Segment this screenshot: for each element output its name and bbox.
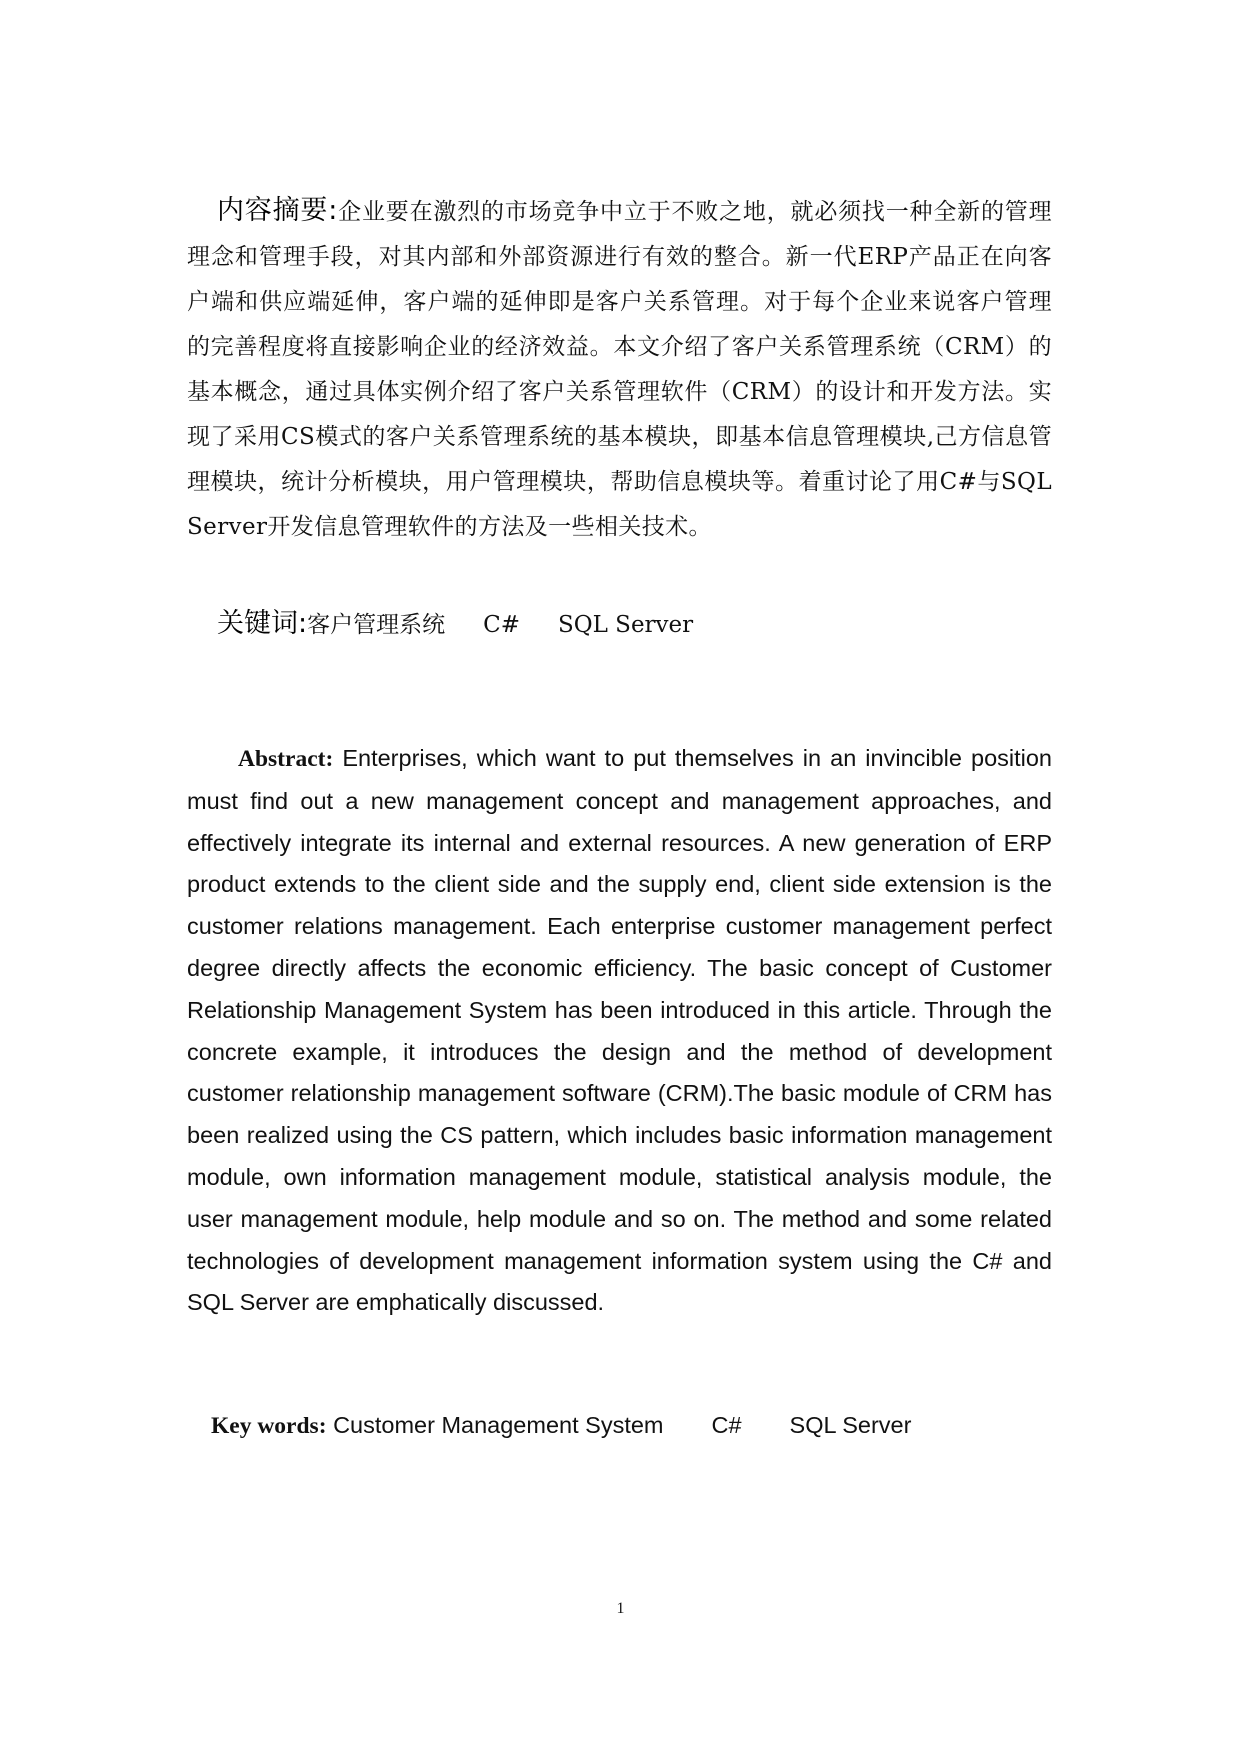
chinese-keywords-heading: 关键词:	[217, 608, 308, 639]
english-abstract-body: Enterprises, which want to put themselves in an invincible position must find out a new management concept and management approaches, and effectively integrate its internal and external resources. A new generation of ERP product extends to the client side and the supply end, client side extension is the customer relations management. Each enterprise customer management perfect degree directly affects the economic efficiency. The basic concept of Customer Relationship Management System has been introduced in this article. Through the concrete example, it introduces the design and the method of development customer relationship management software (CRM).The basic module of CRM has been realized using the CS pattern, which includes basic information management module, own information management module, statistical analysis module, the user management module, help module and so on. The method and some related technologies of development management information system using the C# and SQL Server are emphatically discussed.	[187, 745, 1053, 1316]
chinese-keyword-2: C#	[483, 612, 520, 638]
english-keyword-3: SQL Server	[789, 1412, 912, 1438]
chinese-abstract	[187, 188, 1052, 550]
english-abstract	[187, 738, 1052, 1324]
english-keywords-heading: Key words:	[211, 1413, 327, 1439]
chinese-abstract-body: 企业要在激烈的市场竞争中立于不败之地，就必须找一种全新的管理理念和管理手段，对其内部和外部资源进行有效的整合。新一代ERP产品正在向客户端和供应端延伸，客户端的延伸即是客户关系管理。对于每个企业来说客户管理的完善程度将直接影响企业的经济效益。本文介绍了客户关系管理系统（CRM）的基本概念，通过具体实例介绍了客户关系管理软件（CRM）的设计和开发方法。实现了采用CS模式的客户关系管理系统的基本模块，即基本信息管理模块,己方信息管理模块，统计分析模块，用户管理模块，帮助信息模块等。着重讨论了用C#与SQL Server开发信息管理软件的方法及一些相关技术。	[187, 199, 1052, 540]
english-keyword-2: C#	[711, 1412, 742, 1438]
chinese-keyword-1: 客户管理系统	[307, 612, 446, 638]
chinese-abstract-heading: 内容摘要:	[217, 195, 338, 226]
chinese-keywords	[217, 604, 693, 645]
english-keywords	[211, 1405, 911, 1446]
english-abstract-heading: Abstract:	[238, 746, 334, 772]
chinese-keyword-3: SQL Server	[557, 612, 694, 638]
page-number: 1	[616, 1600, 625, 1617]
english-keyword-1: Customer Management System	[333, 1412, 664, 1438]
